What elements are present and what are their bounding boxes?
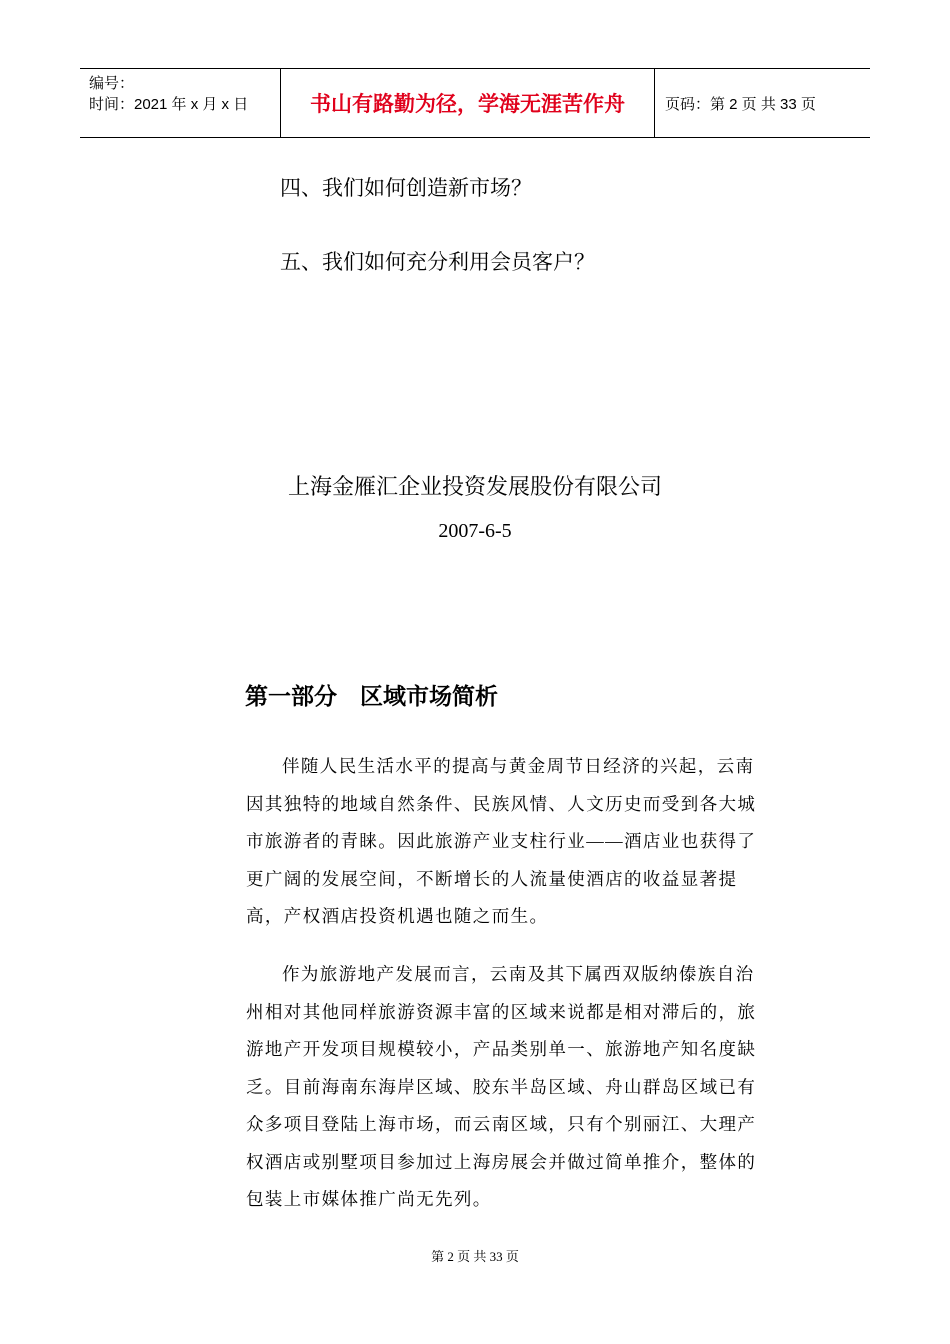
paragraph-2: 作为旅游地产发展而言，云南及其下属西双版纳傣族自治州相对其他同样旅游资源丰富的区域来说都是相对滞后的，旅游地产开发项目规模较小，产品类别单一、旅游地产知名度缺乏。目前海南东海岸区域、胶东半岛区域、舟山群岛区域已有众多项目登陆上海市场，而云南区域，只有个别丽江、大理产权酒店或别墅项目参加过上海房展会并做过简单推介，整体的包装上市媒体推广尚无先列。: [246, 964, 757, 1209]
motto-text: 书山有路勤为径，学海无涯苦作舟: [310, 93, 625, 116]
page-label: 页码：第 2 页 共 33 页: [665, 95, 816, 113]
time-label: 时间：2021 年 x 月 x 日: [89, 96, 249, 113]
header-table: [80, 68, 870, 138]
page-footer: 第 2 页 共 33 页: [431, 1249, 519, 1264]
header-meta-cell: [80, 69, 281, 137]
number-label: 编号：: [89, 75, 135, 92]
page-number-cell: [655, 69, 870, 137]
question-five: 五、我们如何充分利用会员客户？: [280, 250, 595, 274]
section-title: 第一部分 区域市场简析: [245, 683, 498, 709]
motto-cell: [281, 69, 655, 137]
company-name: 上海金雁汇企业投资发展股份有限公司: [287, 474, 662, 499]
question-four: 四、我们如何创造新市场？: [280, 176, 532, 200]
paragraph-1: 伴随人民生活水平的提高与黄金周节日经济的兴起，云南因其独特的地域自然条件、民族风情、人文历史而受到各大城市旅游者的青睐。因此旅游产业支柱行业——酒店业也获得了更广阔的发展空间，不断增长的人流量使酒店的收益显著提高，产权酒店投资机遇也随之而生。: [246, 756, 757, 926]
document-date: 2007-6-5: [438, 520, 512, 542]
